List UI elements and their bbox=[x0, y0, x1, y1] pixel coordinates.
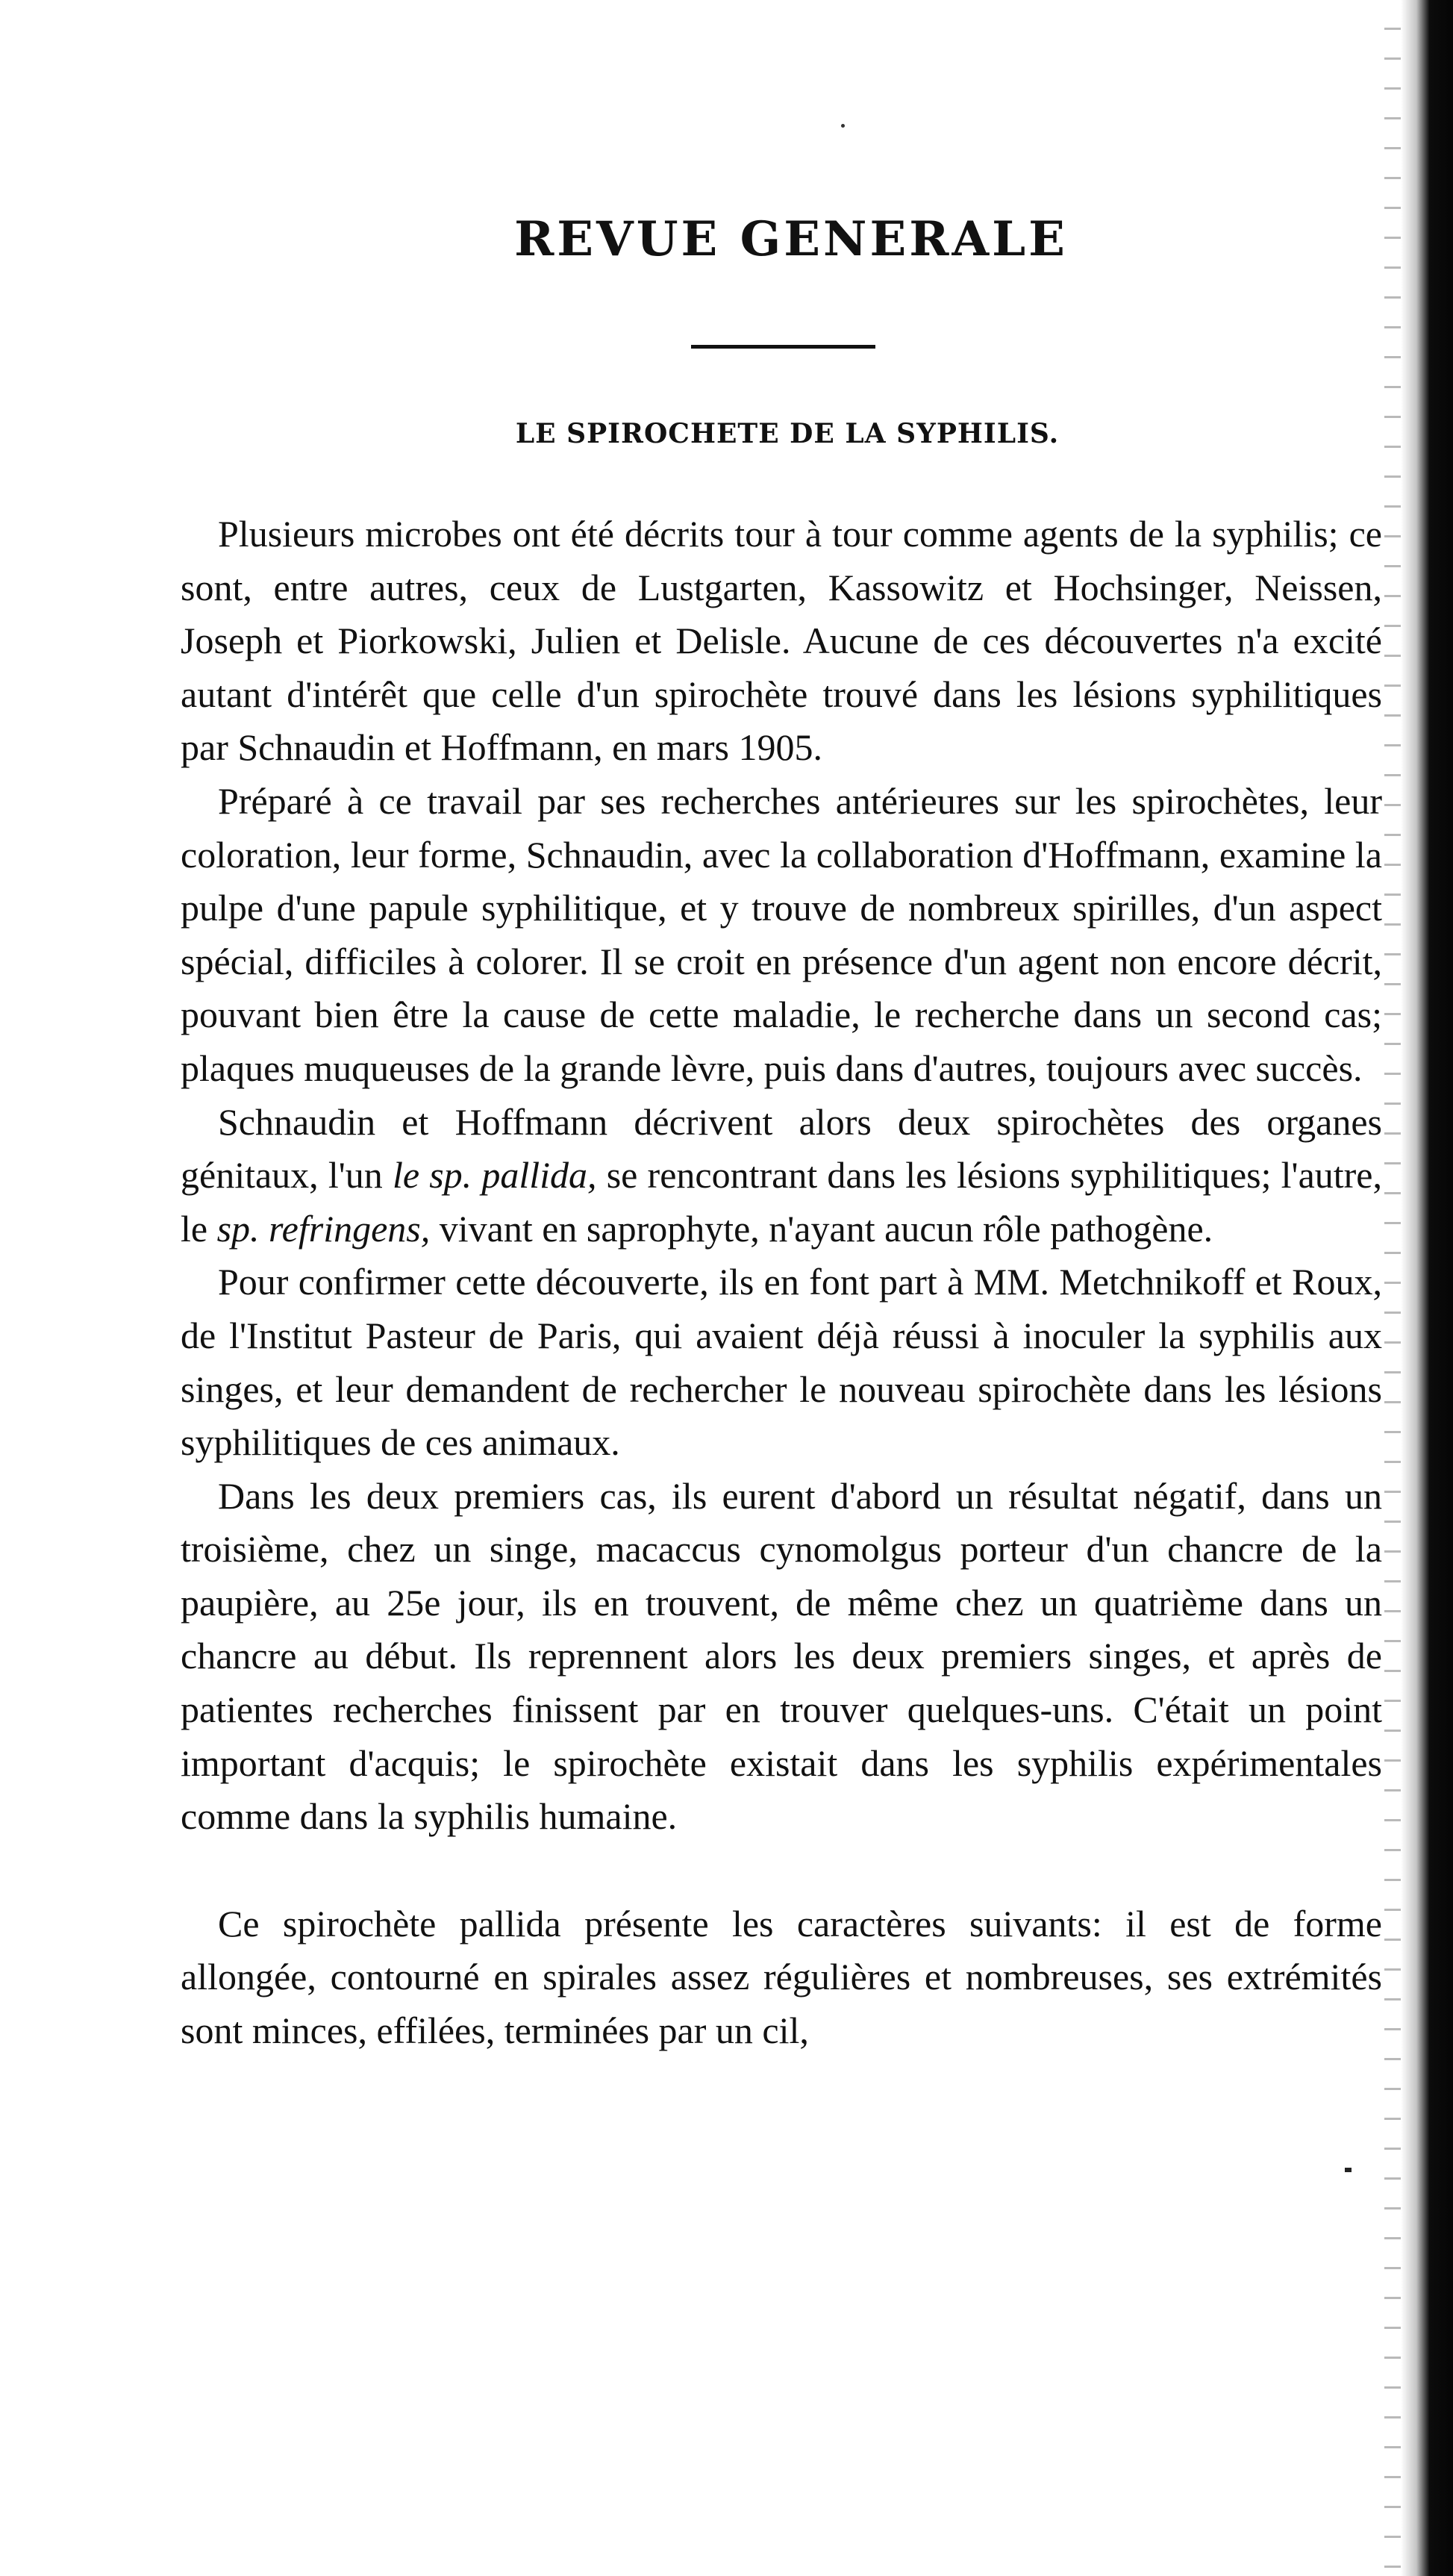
paragraph-3-part-1: Schnaudin et Hoffmann décrivent alors deux spirochètes des organes génitaux, l'un bbox=[181, 1100, 1382, 1197]
paragraph-3 bbox=[181, 1096, 1382, 1256]
ink-speck bbox=[1345, 2168, 1352, 2172]
species-pallida: le sp. pallida, bbox=[392, 1154, 597, 1197]
ink-speck bbox=[841, 124, 845, 128]
page-edge-specks bbox=[1384, 0, 1401, 2576]
paragraph-2: Préparé à ce travail par ses recherches antérieures sur les spirochètes, leur coloration, leur forme, Schnaudin, avec la collaboration d'Hoffmann, examine la pulpe d'une papule syphilitique, et y trouve de nombreux spirilles, d'un aspect spécial, difficiles à colorer. Il se croit en présence d'un agent non encore décrit, pouvant bien être la cause de cette maladie, le recherche dans un second cas; plaques muqueuses de la grande lèvre, puis dans d'autres, toujours avec succès. bbox=[181, 779, 1382, 1089]
article-subtitle: LE SPIROCHETE DE LA SYPHILIS. bbox=[515, 418, 1060, 449]
page-binding-shadow bbox=[1401, 0, 1453, 2576]
paragraph-3-part-3: vivant en saprophyte, n'ayant aucun rôle pathogène. bbox=[430, 1207, 1213, 1250]
page-title: REVUE GENERALE bbox=[514, 211, 1068, 267]
paragraph-5: Dans les deux premiers cas, ils eurent d'abord un résultat négatif, dans un troisième, chez un singe, macaccus cynomolgus porteur d'un chancre de la paupière, au 25e jour, ils en trouvent, de même chez un quatrième dans un chancre au début. Ils reprennent alors les deux premiers singes, et après de patientes recherches finissent par en trouver quelques-uns. C'était un point important d'acquis; le spirochète existait dans les syphilis expérimentales comme dans la syphilis humaine. bbox=[181, 1474, 1382, 1838]
paragraph-4: Pour confirmer cette découverte, ils en font part à MM. Metchnikoff et Roux, de l'Institut Pasteur de Paris, qui avaient déjà réussi à inoculer la syphilis aux singes, et leur demandent de rechercher le nouveau spirochète dans les lésions syphilitiques de ces animaux. bbox=[181, 1261, 1382, 1464]
title-divider bbox=[691, 345, 875, 349]
article-body bbox=[181, 508, 1382, 2058]
species-refringens: sp. refringens, bbox=[216, 1207, 431, 1250]
paragraph-3-part-2: se rencontrant dans les lésions syphilitiques; l'autre, le bbox=[181, 1154, 1382, 1250]
paragraph-6: Ce spirochète pallida présente les caractères suivants: il est de forme allongée, contourné en spirales assez régulières et nombreuses, ses extrémités sont minces, effilées, terminées par un cil, bbox=[181, 1902, 1382, 2052]
paragraph-1: Plusieurs microbes ont été décrits tour à tour comme agents de la syphilis; ce sont, entre autres, ceux de Lustgarten, Kassowitz et Hochsinger, Neissen, Joseph et Piorkowski, Julien et Delisle. Aucune de ces découvertes n'a excité autant d'intérêt que celle d'un spirochète trouvé dans les lésions syphilitiques par Schnaudin et Hoffmann, en mars 1905. bbox=[181, 513, 1382, 769]
